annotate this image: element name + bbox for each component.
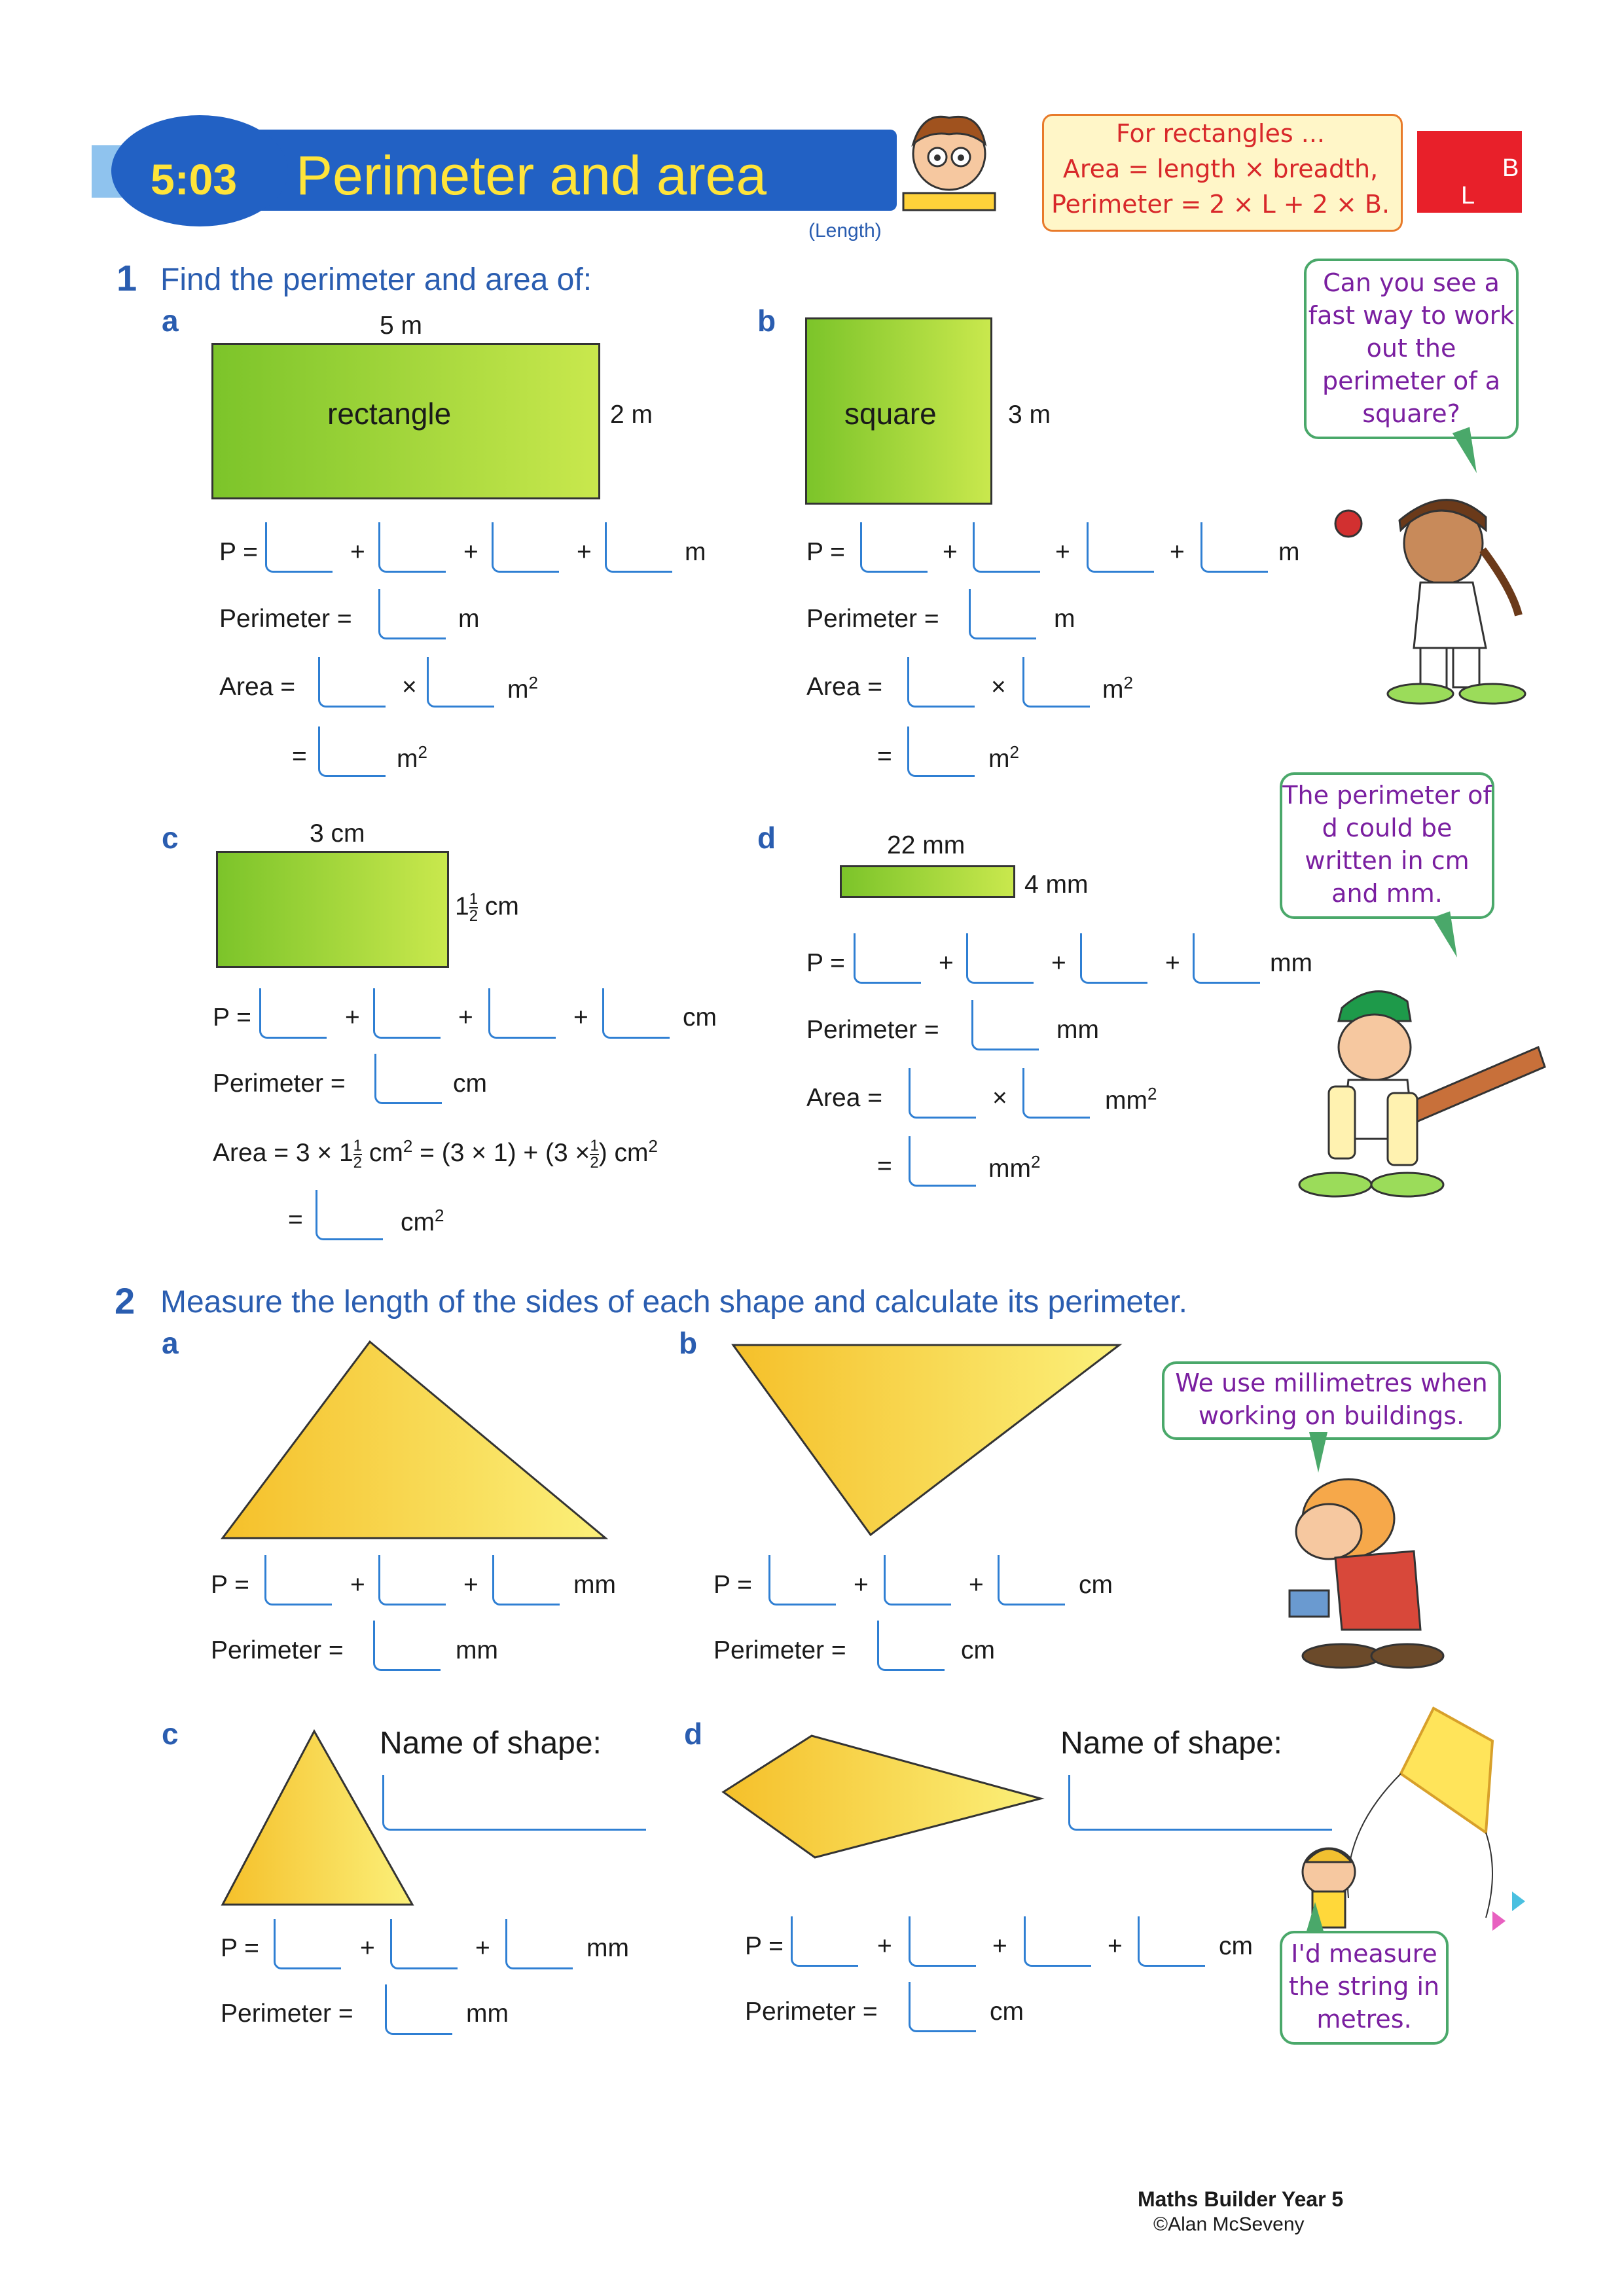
plus-sign: + (573, 1003, 588, 1031)
perimeter-label: Perimeter = (806, 605, 939, 633)
question-number: 1 (117, 257, 137, 298)
unit-label: m (685, 538, 706, 566)
question-text: Measure the length of the sides of each shape and calculate its perimeter. (160, 1285, 1187, 1319)
unit-label: cm (683, 1003, 717, 1031)
p-label: P = (213, 1003, 251, 1031)
perimeter-label: Perimeter = (745, 1998, 878, 2026)
answer-box[interactable] (318, 726, 386, 777)
kite-shape (720, 1728, 1047, 1865)
unit-label: $m^2$ (397, 742, 427, 773)
plus-sign: + (345, 1003, 360, 1031)
unit-label: mm (586, 1934, 629, 1962)
answer-box[interactable] (274, 1919, 341, 1969)
speech-bubble: We use millimetres when working on buildings. (1162, 1361, 1501, 1440)
equals-sign: = (288, 1206, 303, 1234)
plus-sign: + (943, 538, 958, 566)
answer-box[interactable] (971, 1000, 1039, 1050)
part-label: d (757, 821, 776, 855)
shape-name: square (844, 397, 937, 431)
answer-box[interactable] (1138, 1916, 1205, 1967)
perimeter-label: Perimeter = (713, 1636, 846, 1664)
part-label: a (162, 1326, 179, 1360)
area-expression: Area = 3 × 1 $\frac{1}{2}$ $cm^2 = (3 \times 1) + (3$ × $\frac{1}{2}$ ) $cm^2$ (213, 1136, 658, 1172)
p-label: P = (806, 949, 845, 977)
unit-label: m (1054, 605, 1075, 633)
unit-label: $mm^2$ (988, 1152, 1041, 1183)
rectangle-shape (216, 851, 449, 968)
answer-box[interactable] (909, 1982, 976, 2032)
plus-sign: + (463, 538, 478, 566)
speech-bubble: The perimeter of d could be written in cm and mm. (1280, 772, 1494, 919)
boy-character-illustration (897, 108, 1001, 219)
answer-box[interactable] (265, 522, 333, 573)
part-label: a (162, 304, 179, 338)
plus-sign: + (992, 1932, 1007, 1960)
plus-sign: + (360, 1934, 375, 1962)
dimension-label: 3 m (1008, 401, 1051, 429)
answer-box[interactable] (492, 1555, 560, 1605)
answer-box[interactable] (373, 988, 441, 1039)
unit-label: cm (1219, 1932, 1253, 1960)
answer-box[interactable] (860, 522, 928, 573)
dimension-label: 2 m (610, 401, 653, 429)
plus-sign: + (969, 1571, 984, 1599)
plus-sign: + (1170, 538, 1185, 566)
triangle-shape (209, 1335, 615, 1545)
answer-box[interactable] (1024, 1916, 1091, 1967)
answer-box[interactable] (427, 657, 494, 708)
bubble-tail (1306, 1902, 1324, 1933)
answer-box[interactable] (378, 522, 446, 573)
answer-box[interactable] (390, 1919, 458, 1969)
unit-label: $cm^2$ (401, 1206, 444, 1236)
times-sign: × (402, 673, 417, 701)
plus-sign: + (577, 538, 592, 566)
unit-label: cm (453, 1069, 487, 1098)
equals-sign: = (877, 1152, 892, 1180)
perimeter-label: Perimeter = (806, 1016, 939, 1044)
part-label: c (162, 821, 179, 855)
unit-label: $m^2$ (507, 673, 538, 704)
speech-bubble: Can you see a fast way to work out the perimeter of a square? (1304, 259, 1519, 439)
cricket-batsman-illustration (1276, 975, 1558, 1204)
dimension-label: 5 m (380, 312, 423, 340)
page-title: Perimeter and area (296, 145, 767, 206)
answer-box[interactable] (1193, 933, 1260, 984)
dimension-label: 22 mm (887, 831, 965, 859)
answer-box[interactable] (1080, 933, 1147, 984)
name-of-shape-label: Name of shape: (1060, 1726, 1282, 1761)
answer-box[interactable] (259, 988, 327, 1039)
p-label: P = (713, 1571, 752, 1599)
area-label: Area = (806, 1084, 882, 1112)
times-sign: × (991, 673, 1006, 701)
answer-box[interactable] (316, 1190, 383, 1240)
rule-area: Area = length × breadth, (1062, 154, 1379, 183)
footer-book-title: Maths Builder Year 5 (1138, 2187, 1344, 2211)
p-label: P = (219, 538, 258, 566)
answer-box[interactable] (909, 1136, 976, 1187)
answer-box[interactable] (374, 1054, 442, 1104)
answer-box[interactable] (768, 1555, 836, 1605)
plus-sign: + (350, 538, 365, 566)
answer-box[interactable] (492, 522, 559, 573)
answer-box[interactable] (907, 657, 975, 708)
unit-label: cm (1079, 1571, 1113, 1599)
answer-box[interactable] (264, 1555, 332, 1605)
triangle-shape (723, 1335, 1129, 1545)
answer-box[interactable] (373, 1621, 441, 1671)
unit-label: $mm^2$ (1105, 1084, 1157, 1115)
answer-box[interactable] (884, 1555, 951, 1605)
p-label: P = (211, 1571, 249, 1599)
plus-sign: + (1165, 949, 1180, 977)
part-label: d (684, 1717, 703, 1751)
part-label: b (757, 304, 776, 338)
unit-label: cm (961, 1636, 995, 1664)
unit-label: mm (456, 1636, 498, 1664)
answer-box[interactable] (378, 1555, 446, 1605)
answer-box[interactable] (854, 933, 921, 984)
unit-label: mm (1056, 1016, 1099, 1044)
unit-label: mm (1270, 949, 1312, 977)
corner-tab-bottom: L (1461, 182, 1475, 209)
answer-box[interactable] (505, 1919, 573, 1969)
plus-sign: + (939, 949, 954, 977)
cricket-girl-illustration (1322, 484, 1538, 707)
corner-tab-top: B (1502, 154, 1519, 182)
p-label: P = (221, 1934, 259, 1962)
rectangle-shape (840, 865, 1015, 898)
speech-bubble: I'd measure the string in metres. (1280, 1931, 1449, 2045)
plus-sign: + (877, 1932, 892, 1960)
rule-title: For rectangles ... (1116, 119, 1325, 148)
unit-label: m (1278, 538, 1300, 566)
answer-box[interactable] (1022, 1068, 1090, 1119)
plus-sign: + (458, 1003, 473, 1031)
question-text: Find the perimeter and area of: (160, 262, 592, 297)
answer-box[interactable] (1022, 657, 1090, 708)
header-number: 5:03 (151, 155, 238, 204)
unit-label: $m^2$ (988, 742, 1019, 773)
answer-box[interactable] (602, 988, 670, 1039)
answer-box[interactable] (877, 1621, 945, 1671)
question-number: 2 (115, 1280, 135, 1321)
answer-box[interactable] (973, 522, 1040, 573)
name-of-shape-field[interactable] (382, 1775, 646, 1831)
plus-sign: + (463, 1571, 478, 1599)
answer-box[interactable] (605, 522, 672, 573)
plus-sign: + (475, 1934, 490, 1962)
dimension-label: 1 $\frac{1}{2}$ cm (455, 890, 519, 925)
answer-box[interactable] (966, 933, 1034, 984)
area-label: Area = (806, 673, 882, 701)
answer-box[interactable] (1087, 522, 1154, 573)
builder-girl-illustration (1270, 1466, 1466, 1676)
answer-box[interactable] (488, 988, 556, 1039)
p-label: P = (745, 1932, 784, 1960)
plus-sign: + (1108, 1932, 1123, 1960)
p-label: P = (806, 538, 845, 566)
equals-sign: = (877, 742, 892, 770)
answer-box[interactable] (907, 726, 975, 777)
answer-box[interactable] (378, 589, 446, 639)
answer-box[interactable] (998, 1555, 1065, 1605)
answer-box[interactable] (909, 1068, 976, 1119)
answer-box[interactable] (969, 589, 1036, 639)
equals-sign: = (292, 742, 307, 770)
part-label: b (679, 1326, 698, 1360)
shape-name: rectangle (327, 397, 452, 431)
answer-box[interactable] (318, 657, 386, 708)
unit-label: m (458, 605, 480, 633)
area-label: Area = (219, 673, 295, 701)
times-sign: × (992, 1084, 1007, 1112)
answer-box[interactable] (1200, 522, 1268, 573)
unit-label: cm (990, 1998, 1024, 2026)
perimeter-label: Perimeter = (219, 605, 352, 633)
unit-label: $m^2$ (1102, 673, 1133, 704)
dimension-label: 3 cm (310, 819, 365, 848)
plus-sign: + (854, 1571, 869, 1599)
plus-sign: + (1051, 949, 1066, 977)
name-of-shape-label: Name of shape: (380, 1726, 602, 1761)
unit-label: mm (466, 2000, 509, 2028)
footer-copyright: ©Alan McSeveny (1153, 2214, 1305, 2235)
plus-sign: + (350, 1571, 365, 1599)
header-tag: (Length) (808, 220, 882, 242)
answer-box[interactable] (385, 1984, 452, 2035)
plus-sign: + (1055, 538, 1070, 566)
perimeter-label: Perimeter = (221, 2000, 353, 2028)
perimeter-label: Perimeter = (211, 1636, 344, 1664)
answer-box[interactable] (791, 1916, 858, 1967)
unit-label: mm (573, 1571, 616, 1599)
perimeter-label: Perimeter = (213, 1069, 346, 1098)
rule-perimeter: Perimeter = 2 × L + 2 × B. (1051, 190, 1390, 219)
part-label: c (162, 1717, 179, 1751)
dimension-label: 4 mm (1024, 870, 1089, 899)
answer-box[interactable] (909, 1916, 976, 1967)
